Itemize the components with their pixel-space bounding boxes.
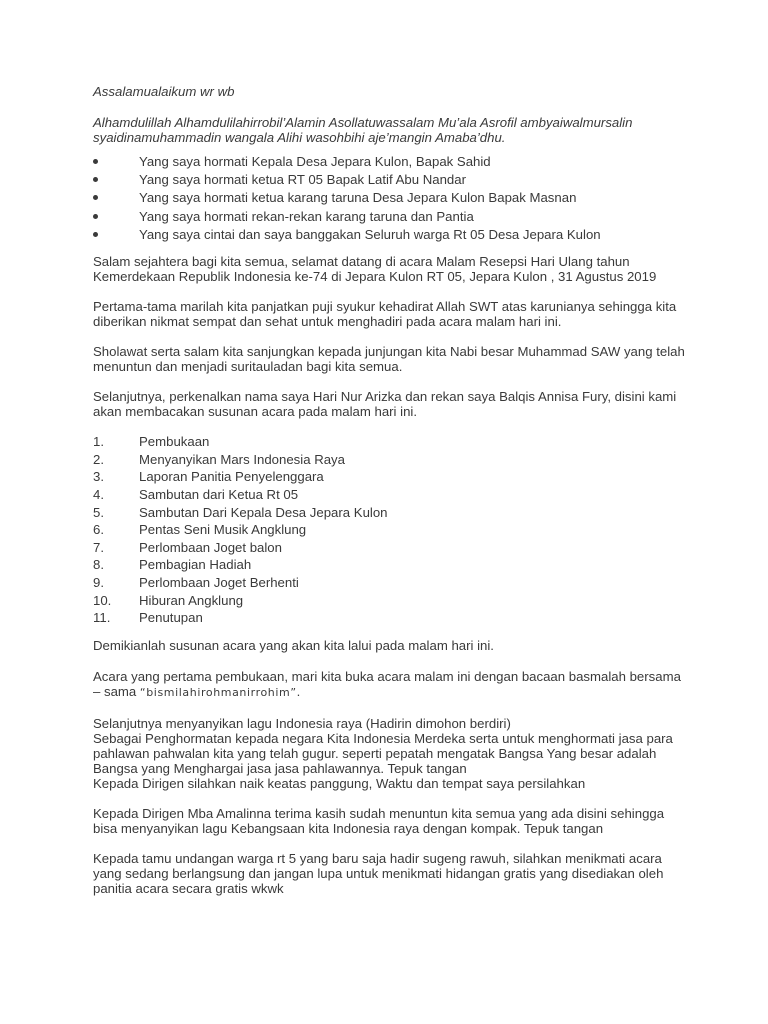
list-item — [93, 469, 673, 487]
paragraph-line: Sholawat serta salam kita sanjungkan kepada junjungan kita Nabi besar Muhammad SAW yang telah — [93, 343, 685, 359]
list-item — [93, 154, 673, 172]
opening-segment-paragraph — [93, 668, 681, 700]
list-item — [93, 190, 673, 208]
list-number: 4. — [93, 486, 104, 502]
bullet-icon — [93, 195, 98, 200]
list-item-text: Yang saya hormati rekan-rekan karang taruna dan Pantia — [139, 208, 474, 224]
agenda-list — [93, 434, 673, 628]
list-item — [93, 209, 673, 227]
introduction-paragraph — [93, 388, 677, 419]
list-number: 8. — [93, 557, 104, 573]
paragraph-line: diberikan nikmat sempat dan sehat untuk menghadiri pada acara malam hari ini. — [93, 313, 562, 329]
bullet-icon — [93, 177, 98, 182]
paragraph-line — [93, 684, 673, 700]
list-item-text: Laporan Panitia Penyelenggara — [139, 469, 324, 485]
dash-prefix: – sama — [93, 683, 140, 699]
sholawat-paragraph — [93, 343, 685, 374]
list-item-text: Pembagian Hadiah — [139, 557, 252, 573]
agenda-closing: Demikianlah susunan acara yang akan kita lalui pada malam hari ini. — [93, 637, 494, 653]
bullet-icon — [93, 214, 98, 219]
list-item — [93, 540, 673, 558]
paragraph-line: Bangsa yang Menghargai jasa jasa pahlawannya. Tepuk tangan — [93, 760, 467, 776]
anthem-paragraph — [93, 716, 673, 791]
list-item-text: Sambutan dari Ketua Rt 05 — [139, 486, 299, 502]
paragraph-line: Selanjutnya, perkenalkan nama saya Hari Nur Arizka dan rekan saya Balqis Annisa Fury, disini kami — [93, 388, 677, 404]
list-item — [93, 452, 673, 470]
list-number: 6. — [93, 522, 104, 538]
list-number: 7. — [93, 539, 104, 555]
list-item-text: Yang saya hormati ketua karang taruna Desa Jepara Kulon Bapak Masnan — [139, 190, 577, 206]
list-item-text: Perlombaan Joget Berhenti — [139, 575, 299, 591]
list-number: 1. — [93, 433, 104, 449]
opening-line: Alhamdulillah Alhamdulilahirrobil’Alamin Asollatuwassalam Mu’ala Asrofil ambyaiwalmursalin — [93, 115, 633, 130]
list-item — [93, 487, 673, 505]
paragraph-line: menuntun dan menjadi suritauladan bagi kita semua. — [93, 358, 403, 374]
paragraph-line: Kepada tamu undangan warga rt 5 yang baru saja hadir sugeng rawuh, silahkan menikmati acara — [93, 850, 662, 866]
list-item — [93, 575, 673, 593]
gratitude-paragraph — [93, 298, 677, 329]
list-item-text: Yang saya hormati Kepala Desa Jepara Kulon, Bapak Sahid — [139, 154, 491, 169]
guests-paragraph — [93, 851, 673, 896]
paragraph-line: yang sedang berlangsung dan jangan lupa untuk menikmati hidangan gratis yang disediakan oleh — [93, 865, 664, 881]
list-number: 3. — [93, 469, 104, 485]
paragraph-line: Selanjutnya menyanyikan lagu Indonesia raya (Hadirin dimohon berdiri) — [93, 715, 511, 731]
list-item — [93, 522, 673, 540]
list-number: 9. — [93, 575, 104, 591]
conductor-thanks-paragraph — [93, 806, 673, 836]
paragraph-line: akan membacakan susunan acara pada malam hari ini. — [93, 403, 418, 419]
opening-line: syaidinamuhammadin wangala Alihi wasohbihi aje’mangin Amaba’dhu. — [93, 130, 506, 145]
list-item-text: Yang saya cintai dan saya banggakan Seluruh warga Rt 05 Desa Jepara Kulon — [139, 226, 601, 242]
paragraph-line: bisa menyanyikan lagu Kebangsaan kita Indonesia raya dengan kompak. Tepuk tangan — [93, 820, 604, 836]
list-item — [93, 172, 673, 190]
list-item-text: Hiburan Angklung — [139, 592, 244, 608]
paragraph-line: Kemerdekaan Republik Indonesia ke-74 di Jepara Kulon RT 05, Jepara Kulon , 31 Agustus 2019 — [93, 268, 657, 284]
greeting-line: Assalamualaikum wr wb — [93, 84, 235, 99]
opening-prayer — [93, 115, 673, 145]
paragraph-line: Salam sejahtera bagi kita semua, selamat datang di acara Malam Resepsi Hari Ulang tahun — [93, 253, 630, 269]
period: . — [296, 683, 301, 699]
list-number: 5. — [93, 504, 104, 520]
list-item-text: Yang saya hormati ketua RT 05 Bapak Latif Abu Nandar — [139, 172, 466, 188]
paragraph-line: panitia acara secara gratis wkwk — [93, 880, 284, 896]
bullet-icon — [93, 232, 98, 237]
paragraph-line: Sebagai Penghormatan kepada negara Kita Indonesia Merdeka serta untuk menghormati jasa para — [93, 730, 673, 746]
list-item-text: Menyanyikan Mars Indonesia Raya — [139, 451, 345, 467]
list-item — [93, 593, 673, 611]
list-item — [93, 610, 673, 628]
basmalah-text: “bismilahirohmanirrohim” — [139, 685, 297, 699]
bullet-icon — [93, 159, 98, 164]
paragraph-line: Kepada Dirigen Mba Amalinna terima kasih sudah menuntun kita semua yang ada disini sehingga — [93, 805, 665, 821]
welcome-paragraph — [93, 254, 673, 284]
paragraph-line: Kepada Dirigen silahkan naik keatas panggung, Waktu dan tempat saya persilahkan — [93, 775, 586, 791]
list-item-text: Penutupan — [139, 610, 203, 626]
list-item-text: Pembukaan — [139, 433, 210, 449]
list-item — [93, 505, 673, 523]
list-item-text: Sambutan Dari Kepala Desa Jepara Kulon — [139, 504, 388, 520]
document-page — [93, 84, 685, 896]
honorifics-list — [93, 154, 673, 245]
paragraph-line: pahlawan pahwalan kita yang telah gugur. seperti pepatah mengatak Bangsa Yang besar adalah — [93, 745, 657, 761]
list-item — [93, 227, 673, 245]
list-number: 10. — [93, 592, 112, 608]
list-item-text: Pentas Seni Musik Angklung — [139, 522, 307, 538]
list-number: 11. — [93, 610, 111, 626]
list-number: 2. — [93, 451, 104, 467]
list-item — [93, 434, 673, 452]
list-item-text: Perlombaan Joget balon — [139, 539, 282, 555]
paragraph-line: Acara yang pertama pembukaan, mari kita buka acara malam ini dengan bacaan basmalah bersama — [93, 668, 681, 684]
paragraph-line: Pertama-tama marilah kita panjatkan puji syukur kehadirat Allah SWT atas karunianya sehingga kita — [93, 298, 677, 314]
list-item — [93, 557, 673, 575]
